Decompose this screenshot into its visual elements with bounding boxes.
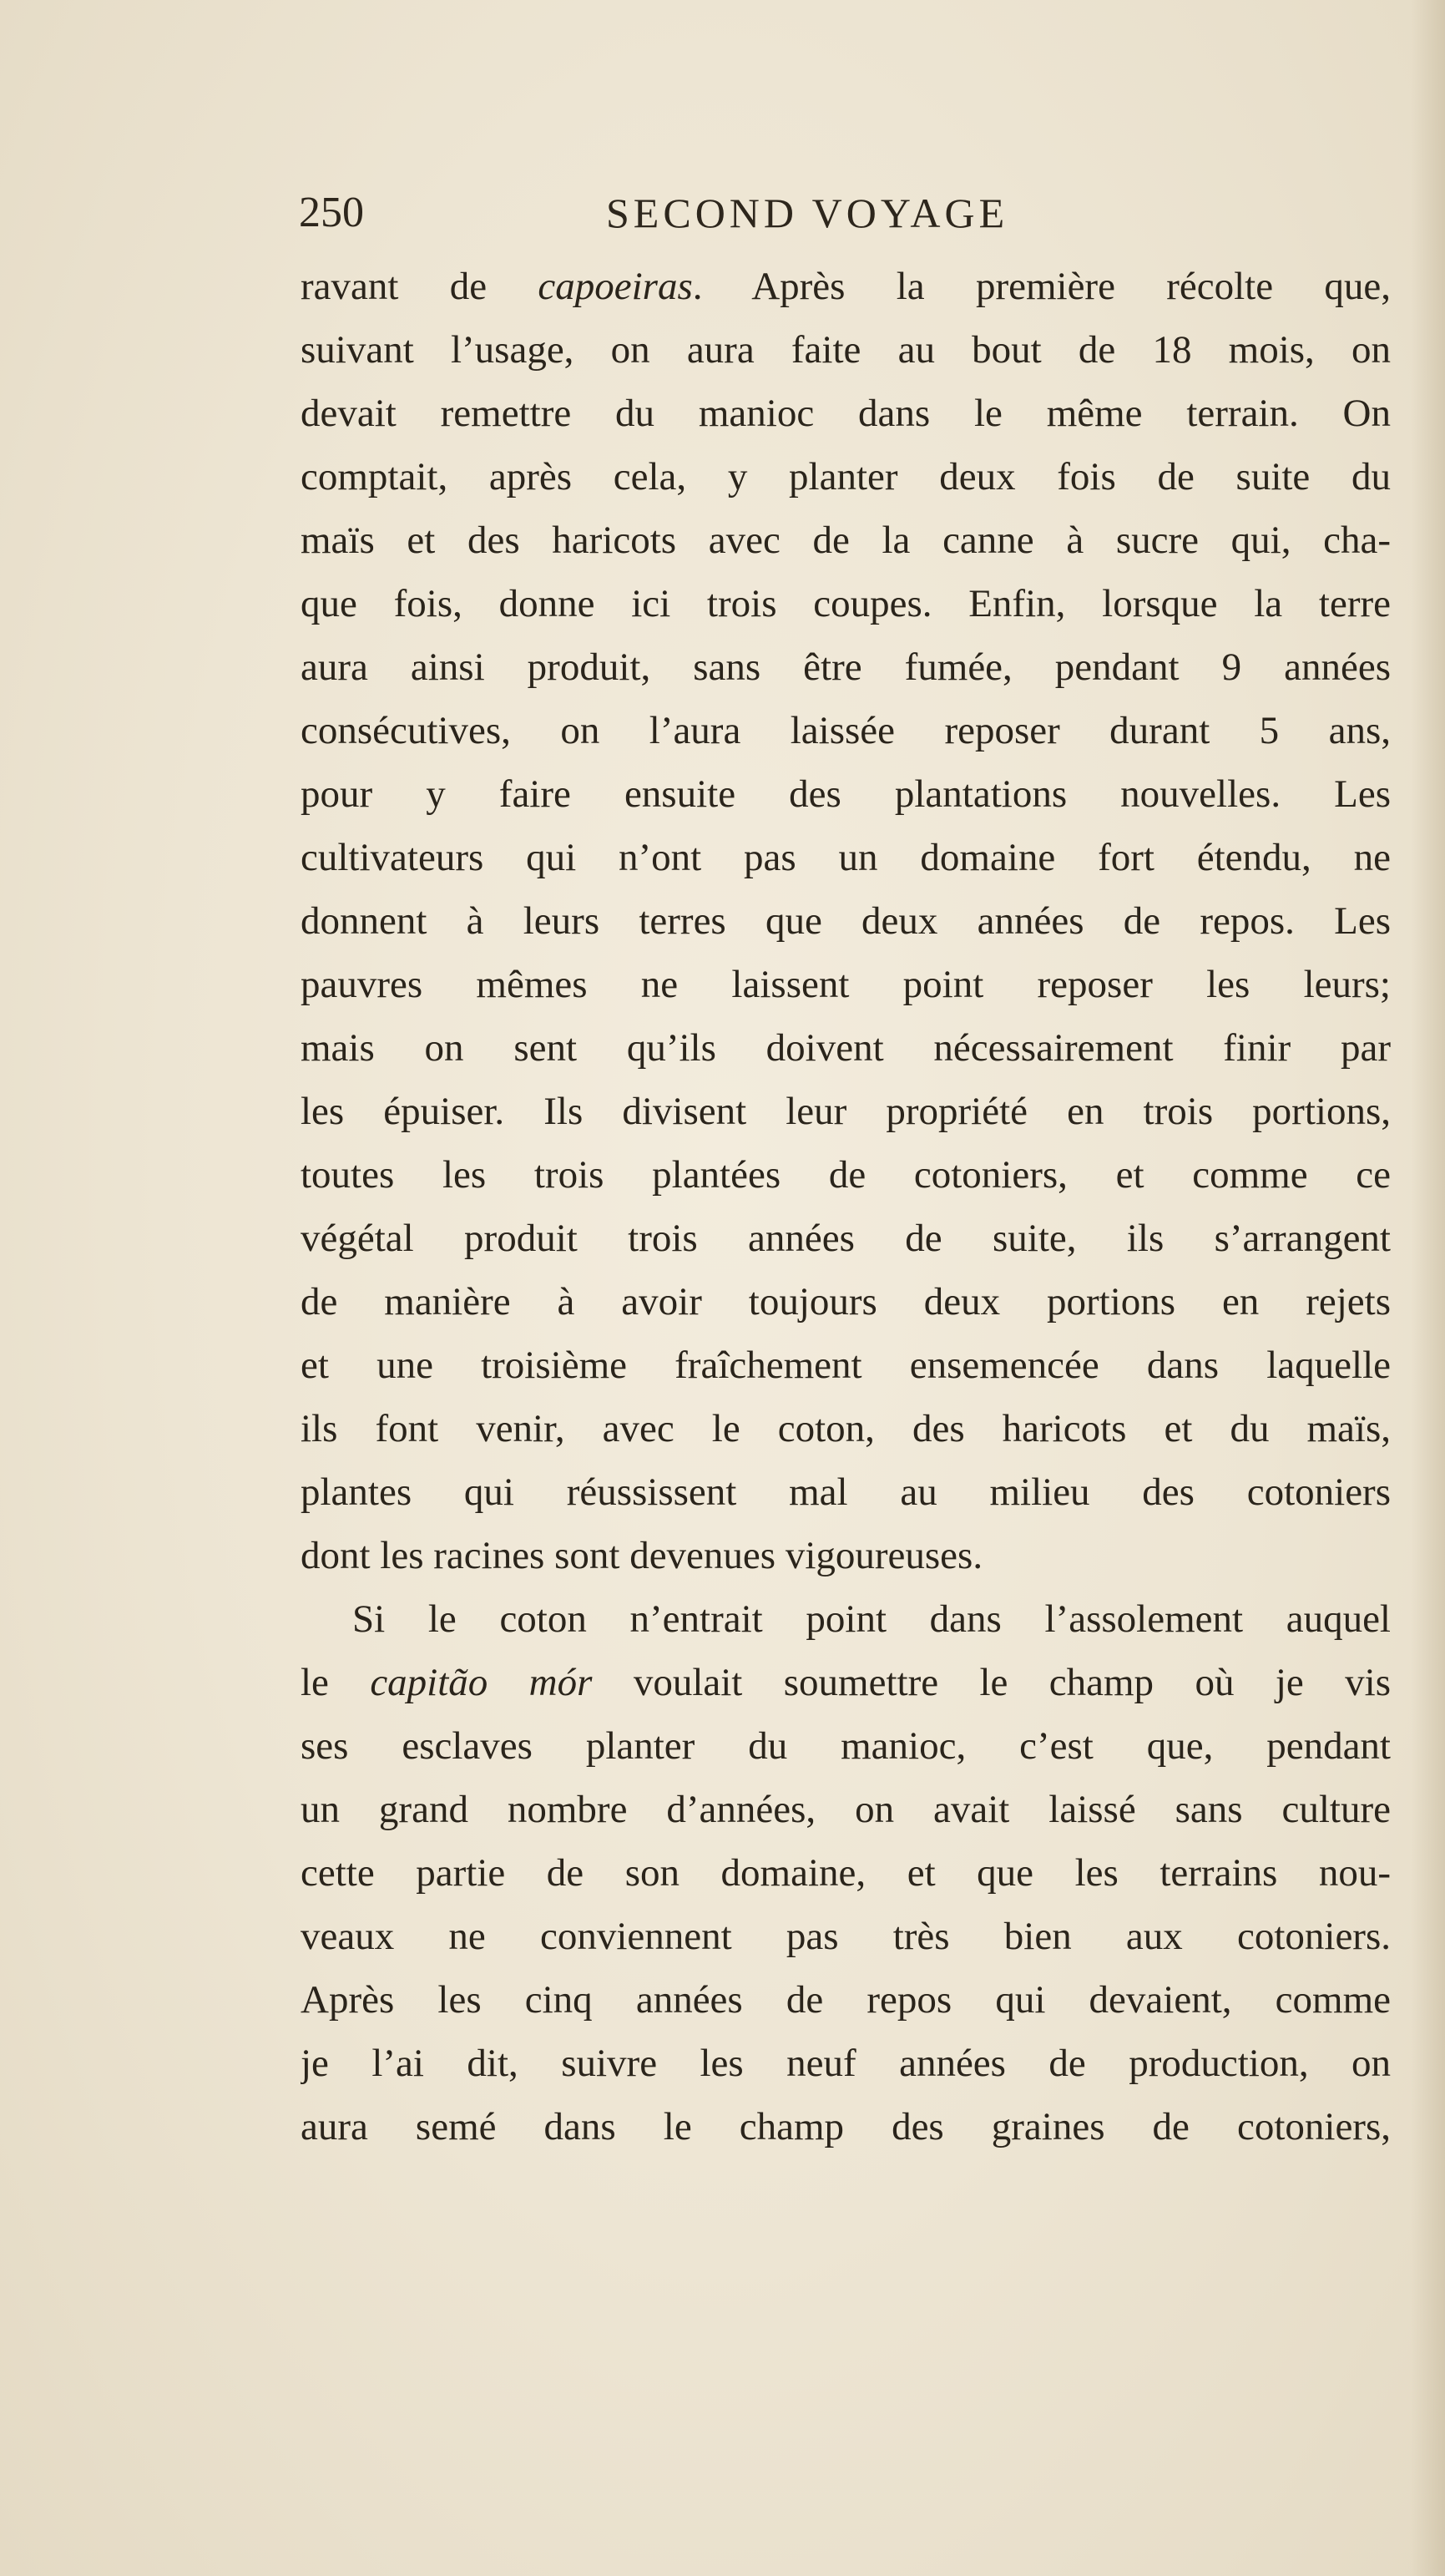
text-line: consécutives, on l’aura laissée reposer durant 5 ans, — [301, 709, 1391, 752]
text-line: suivant l’usage, on aura faite au bout de 18 mois, on — [301, 328, 1391, 372]
text-line: donnent à leurs terres que deux années de repos. Les — [301, 899, 1391, 943]
text-line: aura ainsi produit, sans être fumée, pendant 9 années — [301, 645, 1391, 689]
text-line: comptait, après cela, y planter deux fois de suite du — [301, 455, 1391, 498]
running-header — [299, 185, 1100, 244]
text-line: les épuiser. Ils divisent leur propriété en trois portions, — [301, 1090, 1391, 1133]
text-line: cultivateurs qui n’ont pas un domaine fort étendu, ne — [301, 836, 1391, 879]
page-number: 250 — [299, 189, 364, 236]
italic-term: capoeiras — [538, 265, 693, 308]
text-line: dont les racines sont devenues vigoureuses. — [301, 1534, 983, 1577]
text-line: devait remettre du manioc dans le même terrain. On — [301, 392, 1391, 435]
text-line: je l’ai dit, suivre les neuf années de production, on — [301, 2042, 1391, 2085]
italic-term: capitão mór — [370, 1661, 593, 1704]
text-line — [301, 1651, 1391, 1714]
text-line: de manière à avoir toujours deux portions en rejets — [301, 1280, 1391, 1323]
text-line: Après les cinq années de repos qui devaient, comme — [301, 1978, 1391, 2022]
text-line: veaux ne conviennent pas très bien aux cotoniers. — [301, 1915, 1391, 1958]
text-line: végétal produit trois années de suite, ils s’arrangent — [301, 1217, 1391, 1260]
text-span: voulait soumettre le champ où je vis — [592, 1661, 1391, 1704]
body-text — [301, 255, 1391, 2158]
text-line: plantes qui réussissent mal au milieu des cotoniers — [301, 1470, 1391, 1514]
text-span: . Après la première récolte que, — [692, 265, 1391, 308]
text-line: et une troisième fraîchement ensemencée dans laquelle — [301, 1344, 1391, 1387]
text-line: un grand nombre d’années, on avait laissé sans culture — [301, 1788, 1391, 1831]
text-line: ses esclaves planter du manioc, c’est que, pendant — [301, 1724, 1391, 1768]
running-title: SECOND VOYAGE — [606, 190, 1009, 236]
text-span: ravant de — [301, 265, 538, 308]
text-line: Si le coton n’entrait point dans l’assolement auquel — [352, 1597, 1391, 1641]
text-line: pour y faire ensuite des plantations nouvelles. Les — [301, 772, 1391, 816]
text-line: aura semé dans le champ des graines de cotoniers, — [301, 2105, 1391, 2148]
text-line: maïs et des haricots avec de la canne à sucre qui, cha- — [301, 519, 1391, 562]
text-line: mais on sent qu’ils doivent nécessairement finir par — [301, 1026, 1391, 1070]
text-line: pauvres mêmes ne laissent point reposer les leurs; — [301, 963, 1391, 1006]
text-line: toutes les trois plantées de cotoniers, et comme ce — [301, 1153, 1391, 1197]
text-line: cette partie de son domaine, et que les terrains nou- — [301, 1851, 1391, 1895]
text-line: ils font venir, avec le coton, des haricots et du maïs, — [301, 1407, 1391, 1450]
text-span: le — [301, 1661, 371, 1704]
text-line — [301, 255, 1391, 318]
text-line: que fois, donne ici trois coupes. Enfin, lorsque la terre — [301, 582, 1391, 625]
